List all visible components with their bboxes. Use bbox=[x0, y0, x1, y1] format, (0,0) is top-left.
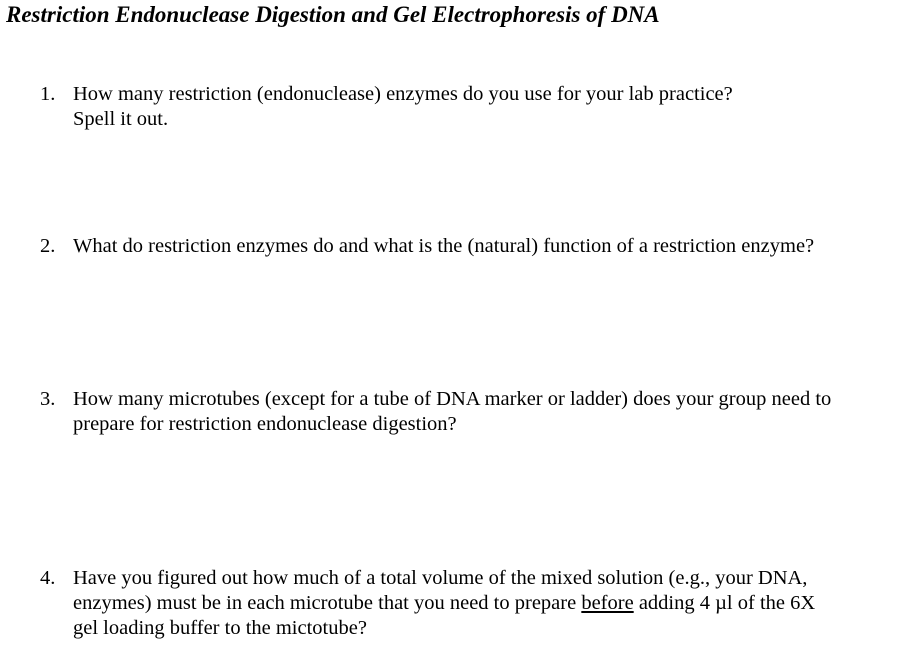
question-text-line: How many microtubes (except for a tube of DNA marker or ladder) does your group need to bbox=[73, 388, 832, 410]
question-number: 1. bbox=[40, 83, 56, 105]
question-text-line: prepare for restriction endonuclease digestion? bbox=[73, 413, 457, 435]
question-number: 3. bbox=[40, 388, 56, 410]
question-text-line: What do restriction enzymes do and what is the (natural) function of a restriction enzyme? bbox=[73, 235, 815, 257]
question-3 bbox=[40, 387, 831, 437]
question-1 bbox=[40, 82, 733, 132]
question-4 bbox=[40, 566, 815, 641]
underlined-word: before bbox=[581, 592, 634, 614]
question-text-segment: enzymes) must be in each microtube that you need to prepare bbox=[73, 592, 582, 614]
question-2 bbox=[40, 234, 814, 259]
question-text-line: gel loading buffer to the mictotube? bbox=[73, 617, 367, 639]
question-number: 4. bbox=[40, 567, 56, 589]
document-title: Restriction Endonuclease Digestion and Gel Electrophoresis of DNA bbox=[6, 2, 660, 27]
question-text-line: Spell it out. bbox=[73, 108, 169, 130]
question-text-segment: adding 4 µl of the 6X bbox=[633, 592, 816, 614]
question-text-line bbox=[40, 591, 815, 616]
question-number: 2. bbox=[40, 235, 56, 257]
question-text-line: How many restriction (endonuclease) enzymes do you use for your lab practice? bbox=[73, 83, 733, 105]
question-text-line: Have you figured out how much of a total volume of the mixed solution (e.g., your DNA, bbox=[73, 567, 808, 589]
